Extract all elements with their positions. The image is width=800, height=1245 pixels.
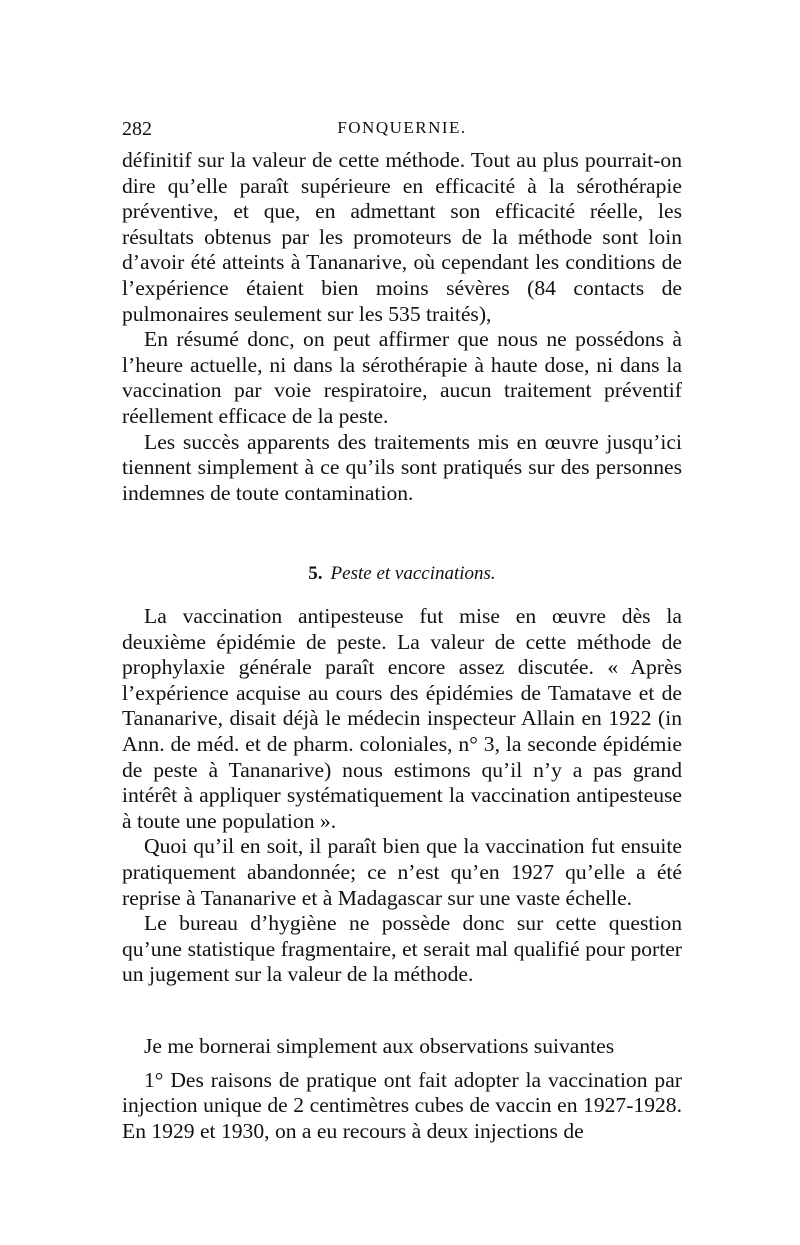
- text-block-top: [122, 148, 682, 506]
- text-block-bottom: [122, 1034, 682, 1144]
- section-number: 5.: [308, 563, 323, 584]
- paragraph-vaccination-resumed: Quoi qu’il en soit, il paraît bien que la vaccination fut ensuite pratiquement abandonnée; ce n’est qu’en 1927 qu’elle a été reprise à Tananarive et à Madagascar sur une vaste échelle.: [122, 834, 682, 910]
- running-title: FONQUERNIE.: [337, 118, 467, 137]
- paragraph-apparent-success: Les succès apparents des traitements mis en œuvre jusqu’ici tiennent simplement à ce qu’ils sont pratiqués sur des personnes indemnes de toute contamination.: [122, 429, 682, 505]
- paragraph-hygiene-bureau: Le bureau d’hygiène ne possède donc sur cette question qu’une statistique fragmentaire, et serait mal qualifié pour porter un jugement sur la valeur de la méthode.: [122, 911, 682, 987]
- section-heading: [122, 563, 682, 585]
- paragraph-summary: En résumé donc, on peut affirmer que nous ne possédons à l’heure actuelle, ni dans la sérothérapie à haute dose, ni dans la vaccination par voie respiratoire, aucun traitement préventif réellement efficace de la peste.: [122, 327, 682, 428]
- paragraph-observations-intro: Je me bornerai simplement aux observations suivantes: [144, 1034, 615, 1058]
- running-head: [122, 118, 682, 142]
- section-title: Peste et vaccinations.: [330, 563, 496, 584]
- text-block-section: [122, 604, 682, 988]
- paragraph-vaccination-history: La vaccination antipesteuse fut mise en œuvre dès la deuxième épidémie de peste. La valeur de cette méthode de prophylaxie générale paraît encore assez discutée. « Après l’expérience acquise au cours des épidémies de Tamatave et de Tananarive, disait déjà le médecin inspecteur Allain en 1922 (in Ann. de méd. et de pharm. coloniales, n° 3, la seconde épidémie de peste à Tananarive) nous estimons qu’il n’y a pas grand intérêt à appliquer systématiquement la vaccination antipesteuse à toute une population ».: [122, 604, 682, 833]
- page-number: 282: [122, 118, 152, 140]
- paragraph-continuation: définitif sur la valeur de cette méthode. Tout au plus pourrait-on dire qu’elle paraît supérieure en efficacité à la sérothérapie préventive, et que, en admettant son efficacité réelle, les résultats obtenus par les promoteurs de la méthode sont loin d’avoir été atteints à Tananarive, où cependant les conditions de l’expérience étaient bien moins sévères (84 contacts de pulmonaires seulement sur les 535 traités),: [122, 148, 682, 326]
- paragraph-observation-1: 1° Des raisons de pratique ont fait adopter la vaccination par injection unique de 2 centimètres cubes de vaccin en 1927-1928. En 1929 et 1930, on a eu recours à deux injections de: [122, 1067, 682, 1143]
